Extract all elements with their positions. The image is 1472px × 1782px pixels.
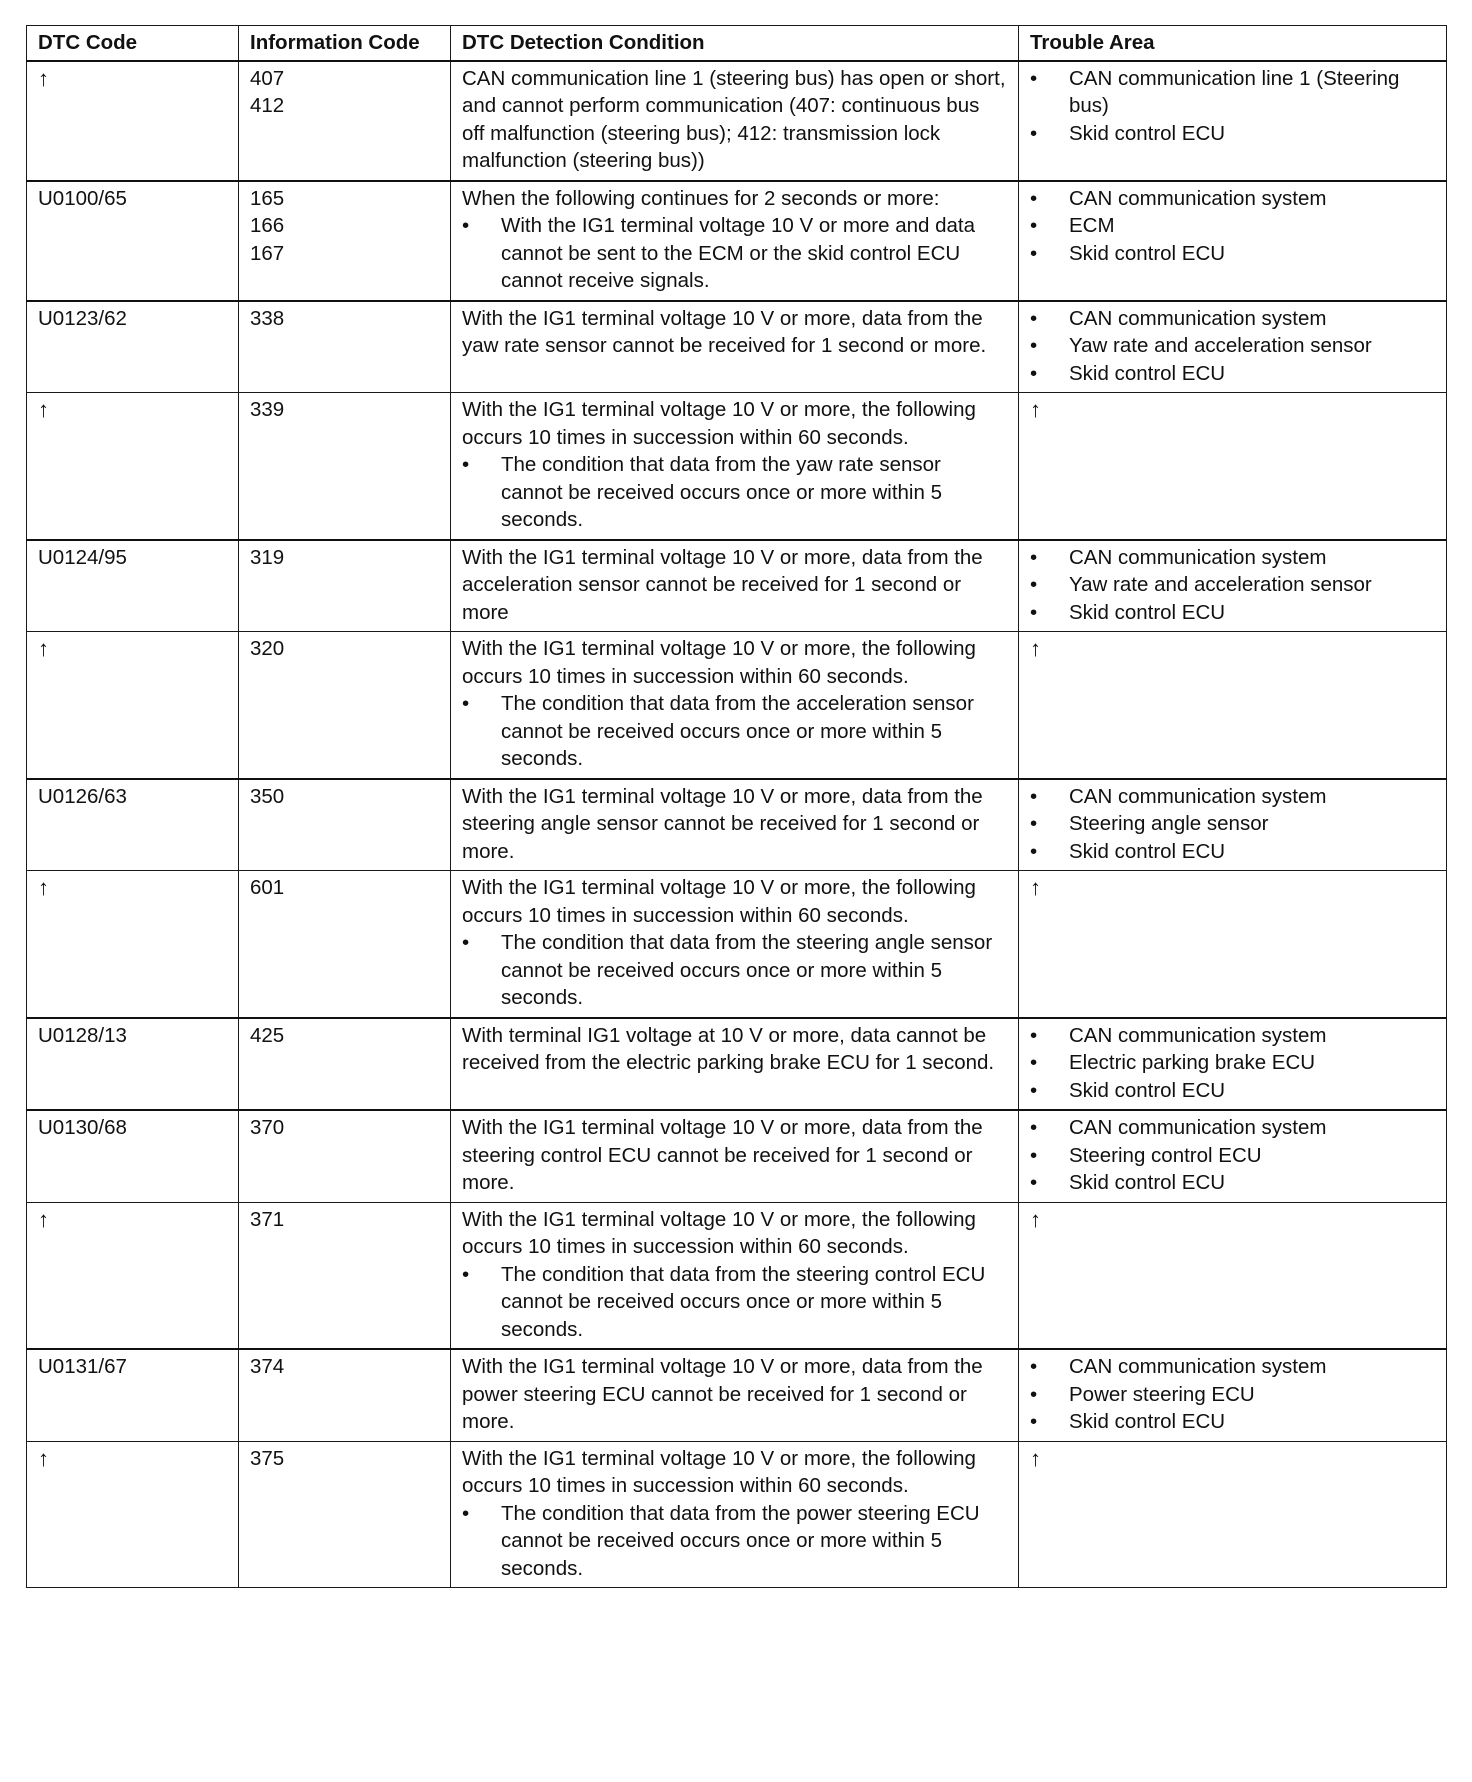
dtc-code-cell xyxy=(27,61,239,181)
trouble-area-list xyxy=(1030,1114,1434,1197)
table-row xyxy=(27,181,1447,301)
condition-text: With the IG1 terminal voltage 10 V or more, data from the acceleration sensor cannot be received for 1 second or more xyxy=(462,545,983,624)
table-row xyxy=(27,779,1447,871)
condition-text: With the IG1 terminal voltage 10 V or more, the following occurs 10 times in succession within 60 seconds. xyxy=(462,1446,976,1497)
information-code-cell xyxy=(239,1018,451,1111)
trouble-area-cell xyxy=(1019,393,1447,540)
ditto-arrow: ↑ xyxy=(1030,397,1041,422)
dtc-code: U0128/13 xyxy=(38,1023,127,1047)
trouble-area-item: • Yaw rate and acceleration sensor xyxy=(1030,332,1434,360)
condition-text: With the IG1 terminal voltage 10 V or more, the following occurs 10 times in succession within 60 seconds. xyxy=(462,398,976,449)
information-code: 374 xyxy=(250,1355,285,1378)
trouble-area-item: • CAN communication system xyxy=(1030,1022,1434,1050)
ditto-arrow: ↑ xyxy=(38,1445,49,1471)
condition-text: With the IG1 terminal voltage 10 V or more, the following occurs 10 times in succession within 60 seconds. xyxy=(462,1207,976,1258)
information-code: 350 xyxy=(250,784,285,808)
detection-condition-cell xyxy=(451,1110,1019,1202)
information-code-cell xyxy=(239,301,451,393)
condition-text: With the IG1 terminal voltage 10 V or more, the following occurs 10 times in succession within 60 seconds. xyxy=(462,637,976,688)
trouble-area-item: • CAN communication system xyxy=(1030,1353,1434,1381)
trouble-area-cell xyxy=(1019,871,1447,1018)
information-code: 339 xyxy=(250,398,285,421)
detection-condition-cell xyxy=(451,871,1019,1018)
information-code-cell xyxy=(239,181,451,301)
trouble-area-item: • Steering control ECU xyxy=(1030,1142,1434,1170)
header-information-code: Information Code xyxy=(239,26,451,61)
trouble-area-item: • Skid control ECU xyxy=(1030,838,1434,866)
dtc-code: U0123/62 xyxy=(38,306,127,330)
trouble-area-item: • Skid control ECU xyxy=(1030,599,1434,627)
detection-condition-cell xyxy=(451,1018,1019,1111)
dtc-code: U0131/67 xyxy=(38,1355,127,1378)
table-row xyxy=(27,1349,1447,1441)
trouble-area-item: • Steering angle sensor xyxy=(1030,810,1434,838)
trouble-area-item: • ECM xyxy=(1030,212,1434,240)
trouble-area-list xyxy=(1030,783,1434,866)
dtc-table-container xyxy=(26,25,1446,1588)
condition-text: With the IG1 terminal voltage 10 V or more, the following occurs 10 times in succession within 60 seconds. xyxy=(462,876,976,927)
information-code: 371 xyxy=(250,1207,285,1231)
ditto-arrow: ↑ xyxy=(38,875,49,900)
table-row xyxy=(27,871,1447,1018)
detection-condition-cell xyxy=(451,1349,1019,1441)
dtc-code-cell xyxy=(27,540,239,632)
header-detection-condition: DTC Detection Condition xyxy=(451,26,1019,61)
table-row xyxy=(27,61,1447,181)
ditto-arrow: ↑ xyxy=(1030,1206,1041,1232)
trouble-area-item: • Electric parking brake ECU xyxy=(1030,1049,1434,1077)
detection-condition-cell xyxy=(451,393,1019,540)
dtc-code: U0124/95 xyxy=(38,545,127,569)
trouble-area-item: • Skid control ECU xyxy=(1030,360,1434,388)
information-code-cell xyxy=(239,540,451,632)
table-row xyxy=(27,1110,1447,1202)
trouble-area-item: • Yaw rate and acceleration sensor xyxy=(1030,571,1434,599)
detection-condition-cell xyxy=(451,301,1019,393)
ditto-arrow: ↑ xyxy=(1030,1445,1041,1471)
trouble-area-cell xyxy=(1019,1110,1447,1202)
trouble-area-item: • Skid control ECU xyxy=(1030,1408,1434,1436)
information-code: 375 xyxy=(250,1446,285,1470)
condition-bullet-list xyxy=(462,451,1006,534)
detection-condition-cell xyxy=(451,540,1019,632)
trouble-area-item: • Skid control ECU xyxy=(1030,240,1434,268)
condition-bullet-list xyxy=(462,929,1006,1012)
header-trouble-area: Trouble Area xyxy=(1019,26,1447,61)
dtc-code-cell xyxy=(27,393,239,540)
dtc-code-cell xyxy=(27,871,239,1018)
condition-text: CAN communication line 1 (steering bus) has open or short, and cannot perform communication (407: continuous bus off malfunction (steering bus); 412: transmission lock malfunction (steering bus)) xyxy=(462,66,1006,172)
table-row xyxy=(27,301,1447,393)
ditto-arrow: ↑ xyxy=(38,636,49,661)
condition-bullet: • The condition that data from the power steering ECU cannot be received occurs once or more within 5 seconds. xyxy=(462,1500,1006,1583)
trouble-area-list xyxy=(1030,65,1434,148)
information-code-cell xyxy=(239,871,451,1018)
condition-bullet: • The condition that data from the yaw rate sensor cannot be received occurs once or more within 5 seconds. xyxy=(462,451,1006,534)
information-code-cell xyxy=(239,1349,451,1441)
condition-text: With the IG1 terminal voltage 10 V or more, data from the steering angle sensor cannot be received for 1 second or more. xyxy=(462,784,983,863)
trouble-area-item: • CAN communication system xyxy=(1030,1114,1434,1142)
information-code-cell xyxy=(239,1441,451,1588)
trouble-area-cell xyxy=(1019,181,1447,301)
information-code-cell xyxy=(239,632,451,779)
trouble-area-item: • CAN communication system xyxy=(1030,185,1434,213)
information-code-cell xyxy=(239,393,451,540)
dtc-code-cell xyxy=(27,1110,239,1202)
table-row xyxy=(27,1202,1447,1349)
table-row xyxy=(27,1018,1447,1111)
trouble-area-cell xyxy=(1019,301,1447,393)
ditto-arrow: ↑ xyxy=(1030,875,1041,900)
header-dtc-code: DTC Code xyxy=(27,26,239,61)
condition-bullet-list xyxy=(462,690,1006,773)
condition-text: With the IG1 terminal voltage 10 V or more, data from the yaw rate sensor cannot be received for 1 second or more. xyxy=(462,306,987,357)
trouble-area-list xyxy=(1030,1353,1434,1436)
information-code: 166 xyxy=(250,214,285,237)
trouble-area-cell xyxy=(1019,61,1447,181)
information-code-cell xyxy=(239,779,451,871)
table-row xyxy=(27,1441,1447,1588)
dtc-code-cell xyxy=(27,632,239,779)
ditto-arrow: ↑ xyxy=(38,1206,49,1232)
trouble-area-item: • Skid control ECU xyxy=(1030,120,1434,148)
ditto-arrow: ↑ xyxy=(38,65,49,91)
condition-text: With the IG1 terminal voltage 10 V or more, data from the power steering ECU cannot be received for 1 second or more. xyxy=(462,1355,983,1433)
detection-condition-cell xyxy=(451,61,1019,181)
ditto-arrow: ↑ xyxy=(1030,636,1041,661)
dtc-code-cell xyxy=(27,1202,239,1349)
detection-condition-cell xyxy=(451,181,1019,301)
information-code-cell xyxy=(239,61,451,181)
information-code: 407 xyxy=(250,66,285,90)
trouble-area-item: • CAN communication system xyxy=(1030,305,1434,333)
dtc-code: U0126/63 xyxy=(38,784,127,808)
trouble-area-list xyxy=(1030,544,1434,627)
detection-condition-cell xyxy=(451,1202,1019,1349)
detection-condition-cell xyxy=(451,1441,1019,1588)
trouble-area-item: • CAN communication system xyxy=(1030,783,1434,811)
condition-bullet: • The condition that data from the steering angle sensor cannot be received occurs once or more within 5 seconds. xyxy=(462,929,1006,1012)
trouble-area-list xyxy=(1030,305,1434,388)
trouble-area-cell xyxy=(1019,1018,1447,1111)
trouble-area-cell xyxy=(1019,1202,1447,1349)
table-row xyxy=(27,393,1447,540)
condition-text: With terminal IG1 voltage at 10 V or more, data cannot be received from the electric parking brake ECU for 1 second. xyxy=(462,1023,995,1074)
table-body xyxy=(27,61,1447,1588)
dtc-code-cell xyxy=(27,181,239,301)
information-code-cell xyxy=(239,1110,451,1202)
trouble-area-cell xyxy=(1019,540,1447,632)
trouble-area-item: • Skid control ECU xyxy=(1030,1169,1434,1197)
trouble-area-cell xyxy=(1019,779,1447,871)
ditto-arrow: ↑ xyxy=(38,397,49,422)
dtc-code-cell xyxy=(27,779,239,871)
dtc-code-cell xyxy=(27,1349,239,1441)
condition-bullet-list xyxy=(462,1500,1006,1583)
condition-bullet: • With the IG1 terminal voltage 10 V or more and data cannot be sent to the ECM or the skid control ECU cannot receive signals. xyxy=(462,212,1006,295)
trouble-area-list xyxy=(1030,185,1434,268)
trouble-area-item: • CAN communication system xyxy=(1030,544,1434,572)
detection-condition-cell xyxy=(451,779,1019,871)
condition-bullet: • The condition that data from the steering control ECU cannot be received occurs once or more within 5 seconds. xyxy=(462,1261,1006,1344)
information-code: 319 xyxy=(250,545,285,569)
information-code-cell xyxy=(239,1202,451,1349)
information-code: 167 xyxy=(250,241,285,265)
table-header-row xyxy=(27,26,1447,61)
condition-text: When the following continues for 2 seconds or more: xyxy=(462,186,940,210)
dtc-code: U0100/65 xyxy=(38,186,127,210)
dtc-code: U0130/68 xyxy=(38,1116,127,1139)
information-code: 338 xyxy=(250,306,285,330)
trouble-area-list xyxy=(1030,1022,1434,1105)
dtc-table xyxy=(26,25,1447,1588)
trouble-area-item: • Power steering ECU xyxy=(1030,1381,1434,1409)
information-code: 370 xyxy=(250,1116,285,1139)
information-code: 165 xyxy=(250,186,285,210)
condition-text: With the IG1 terminal voltage 10 V or more, data from the steering control ECU cannot be received for 1 second or more. xyxy=(462,1116,983,1194)
dtc-code-cell xyxy=(27,1441,239,1588)
table-row xyxy=(27,540,1447,632)
detection-condition-cell xyxy=(451,632,1019,779)
trouble-area-cell xyxy=(1019,1441,1447,1588)
information-code: 412 xyxy=(250,94,285,117)
condition-bullet-list xyxy=(462,212,1006,295)
dtc-code-cell xyxy=(27,301,239,393)
table-row xyxy=(27,632,1447,779)
information-code: 425 xyxy=(250,1023,285,1047)
condition-bullet-list xyxy=(462,1261,1006,1344)
trouble-area-cell xyxy=(1019,632,1447,779)
information-code: 320 xyxy=(250,637,285,660)
condition-bullet: • The condition that data from the acceleration sensor cannot be received occurs once or more within 5 seconds. xyxy=(462,690,1006,773)
trouble-area-item: • Skid control ECU xyxy=(1030,1077,1434,1105)
trouble-area-item: • CAN communication line 1 (Steering bus) xyxy=(1030,65,1434,120)
information-code: 601 xyxy=(250,876,285,899)
trouble-area-cell xyxy=(1019,1349,1447,1441)
dtc-code-cell xyxy=(27,1018,239,1111)
